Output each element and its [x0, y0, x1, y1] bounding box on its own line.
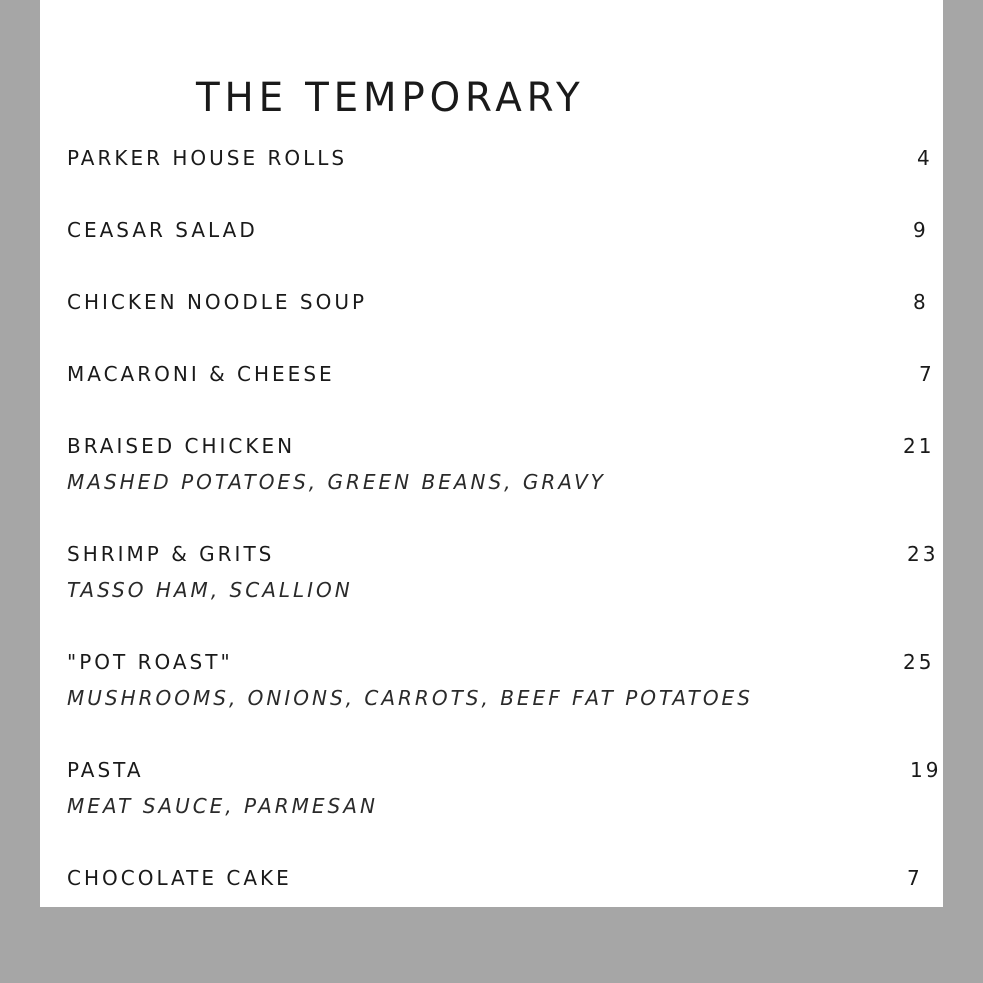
menu-item-name: CHICKEN NOODLE SOUP — [67, 290, 368, 314]
menu-item-name: PASTA — [67, 758, 144, 782]
menu-item-price: 9 — [913, 218, 929, 242]
menu-page — [40, 0, 943, 907]
menu-item-description: MEAT SAUCE, PARMESAN — [67, 794, 378, 818]
menu-item-price: 7 — [919, 362, 935, 386]
menu-item-name: "POT ROAST" — [67, 650, 233, 674]
menu-item-price: 25 — [903, 650, 935, 674]
menu-item-description: MASHED POTATOES, GREEN BEANS, GRAVY — [67, 470, 606, 494]
menu-item-price: 4 — [917, 146, 933, 170]
menu-item-price: 21 — [903, 434, 935, 458]
menu-item-price: 19 — [910, 758, 942, 782]
menu-item-name: CEASAR SALAD — [67, 218, 258, 242]
menu-item-name: MACARONI & CHEESE — [67, 362, 335, 386]
menu-item-price: 8 — [913, 290, 929, 314]
menu-item-name: CHOCOLATE CAKE — [67, 866, 292, 890]
menu-item-name: SHRIMP & GRITS — [67, 542, 275, 566]
menu-item-price: 7 — [907, 866, 923, 890]
menu-item-price: 23 — [907, 542, 939, 566]
menu-item-name: PARKER HOUSE ROLLS — [67, 146, 348, 170]
menu-item-description: TASSO HAM, SCALLION — [67, 578, 353, 602]
menu-item-name: BRAISED CHICKEN — [67, 434, 296, 458]
menu-item-description: MUSHROOMS, ONIONS, CARROTS, BEEF FAT POTATOES — [67, 686, 753, 710]
menu-title: THE TEMPORARY — [196, 75, 585, 121]
